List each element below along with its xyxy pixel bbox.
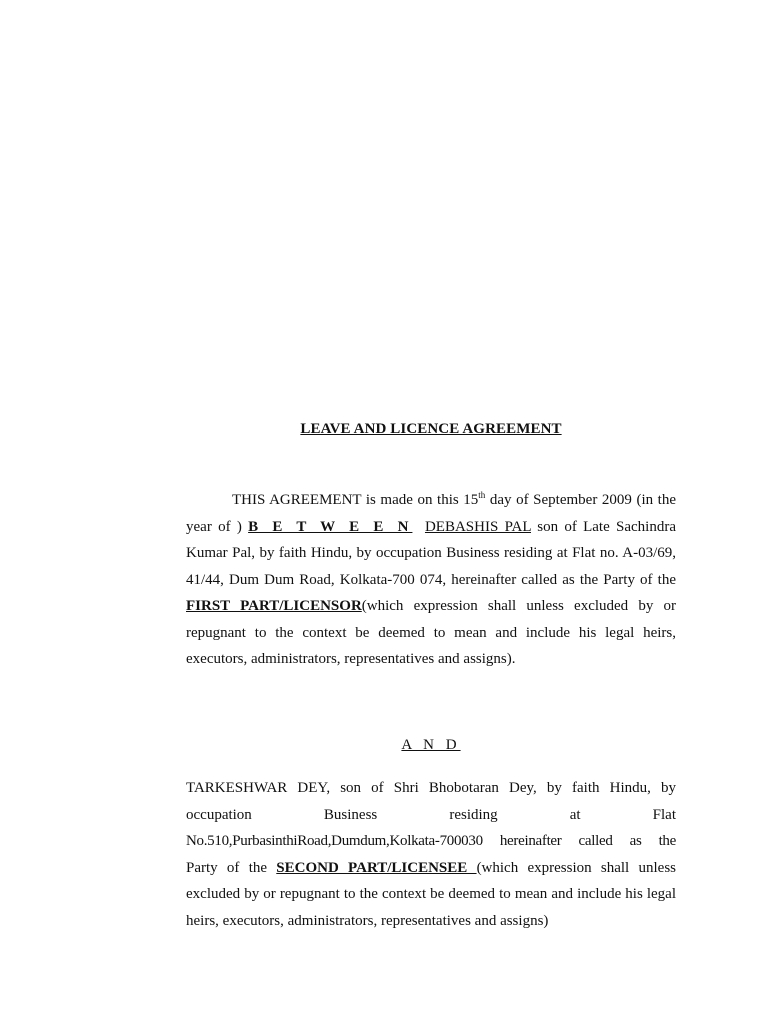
between-label: B E T W E E N (248, 518, 413, 535)
agreement-date-text: day of September 2009 (in the year of ) (186, 492, 676, 535)
and-separator: A N D (401, 737, 461, 753)
agreement-paragraph-second-party (186, 775, 676, 934)
first-part-clause: (which expression shall unless excluded by or repugnant to the context be deemed to mean and include his legal heirs, executors, administrators, representatives and assigns). (186, 598, 676, 667)
second-party-line-1: TARKESHWAR DEY, son of Shri Bhobotaran Dey, by faith Hindu, by (186, 780, 676, 796)
document-title: LEAVE AND LICENCE AGREEMENT (300, 421, 562, 437)
agreement-lead-text: THIS AGREEMENT is made on this 15 (232, 492, 479, 508)
second-part-clause: (which expression shall unless excluded by or repugnant to the context be deemed to mean and include his legal heirs, executors, administrators, representatives and assigns) (186, 859, 676, 929)
between-gap (412, 519, 425, 535)
date-ordinal-suffix: th (478, 490, 486, 500)
second-part-licensee-label: SECOND PART/LICENSEE (276, 859, 477, 876)
first-part-licensor-label: FIRST PART/LICENSOR (186, 598, 362, 614)
second-party-line-4-lead: Party of the (186, 859, 277, 876)
first-party-name: DEBASHIS PAL (424, 518, 531, 535)
second-party-line-3: No.510,PurbasinthiRoad,Dumdum,Kolkata-700030 hereinafter called as the (186, 833, 676, 849)
agreement-paragraph-first-party (186, 487, 676, 673)
second-party-line-2: occupation Business residing at Flat (186, 806, 676, 823)
first-party-details: son of Late Sachindra Kumar Pal, by faith Hindu, by occupation Business residing at Flat no. A-03/69, 41/44, Dum Dum Road, Kolkata-700 074, hereinafter called as the Party of the (186, 518, 676, 588)
